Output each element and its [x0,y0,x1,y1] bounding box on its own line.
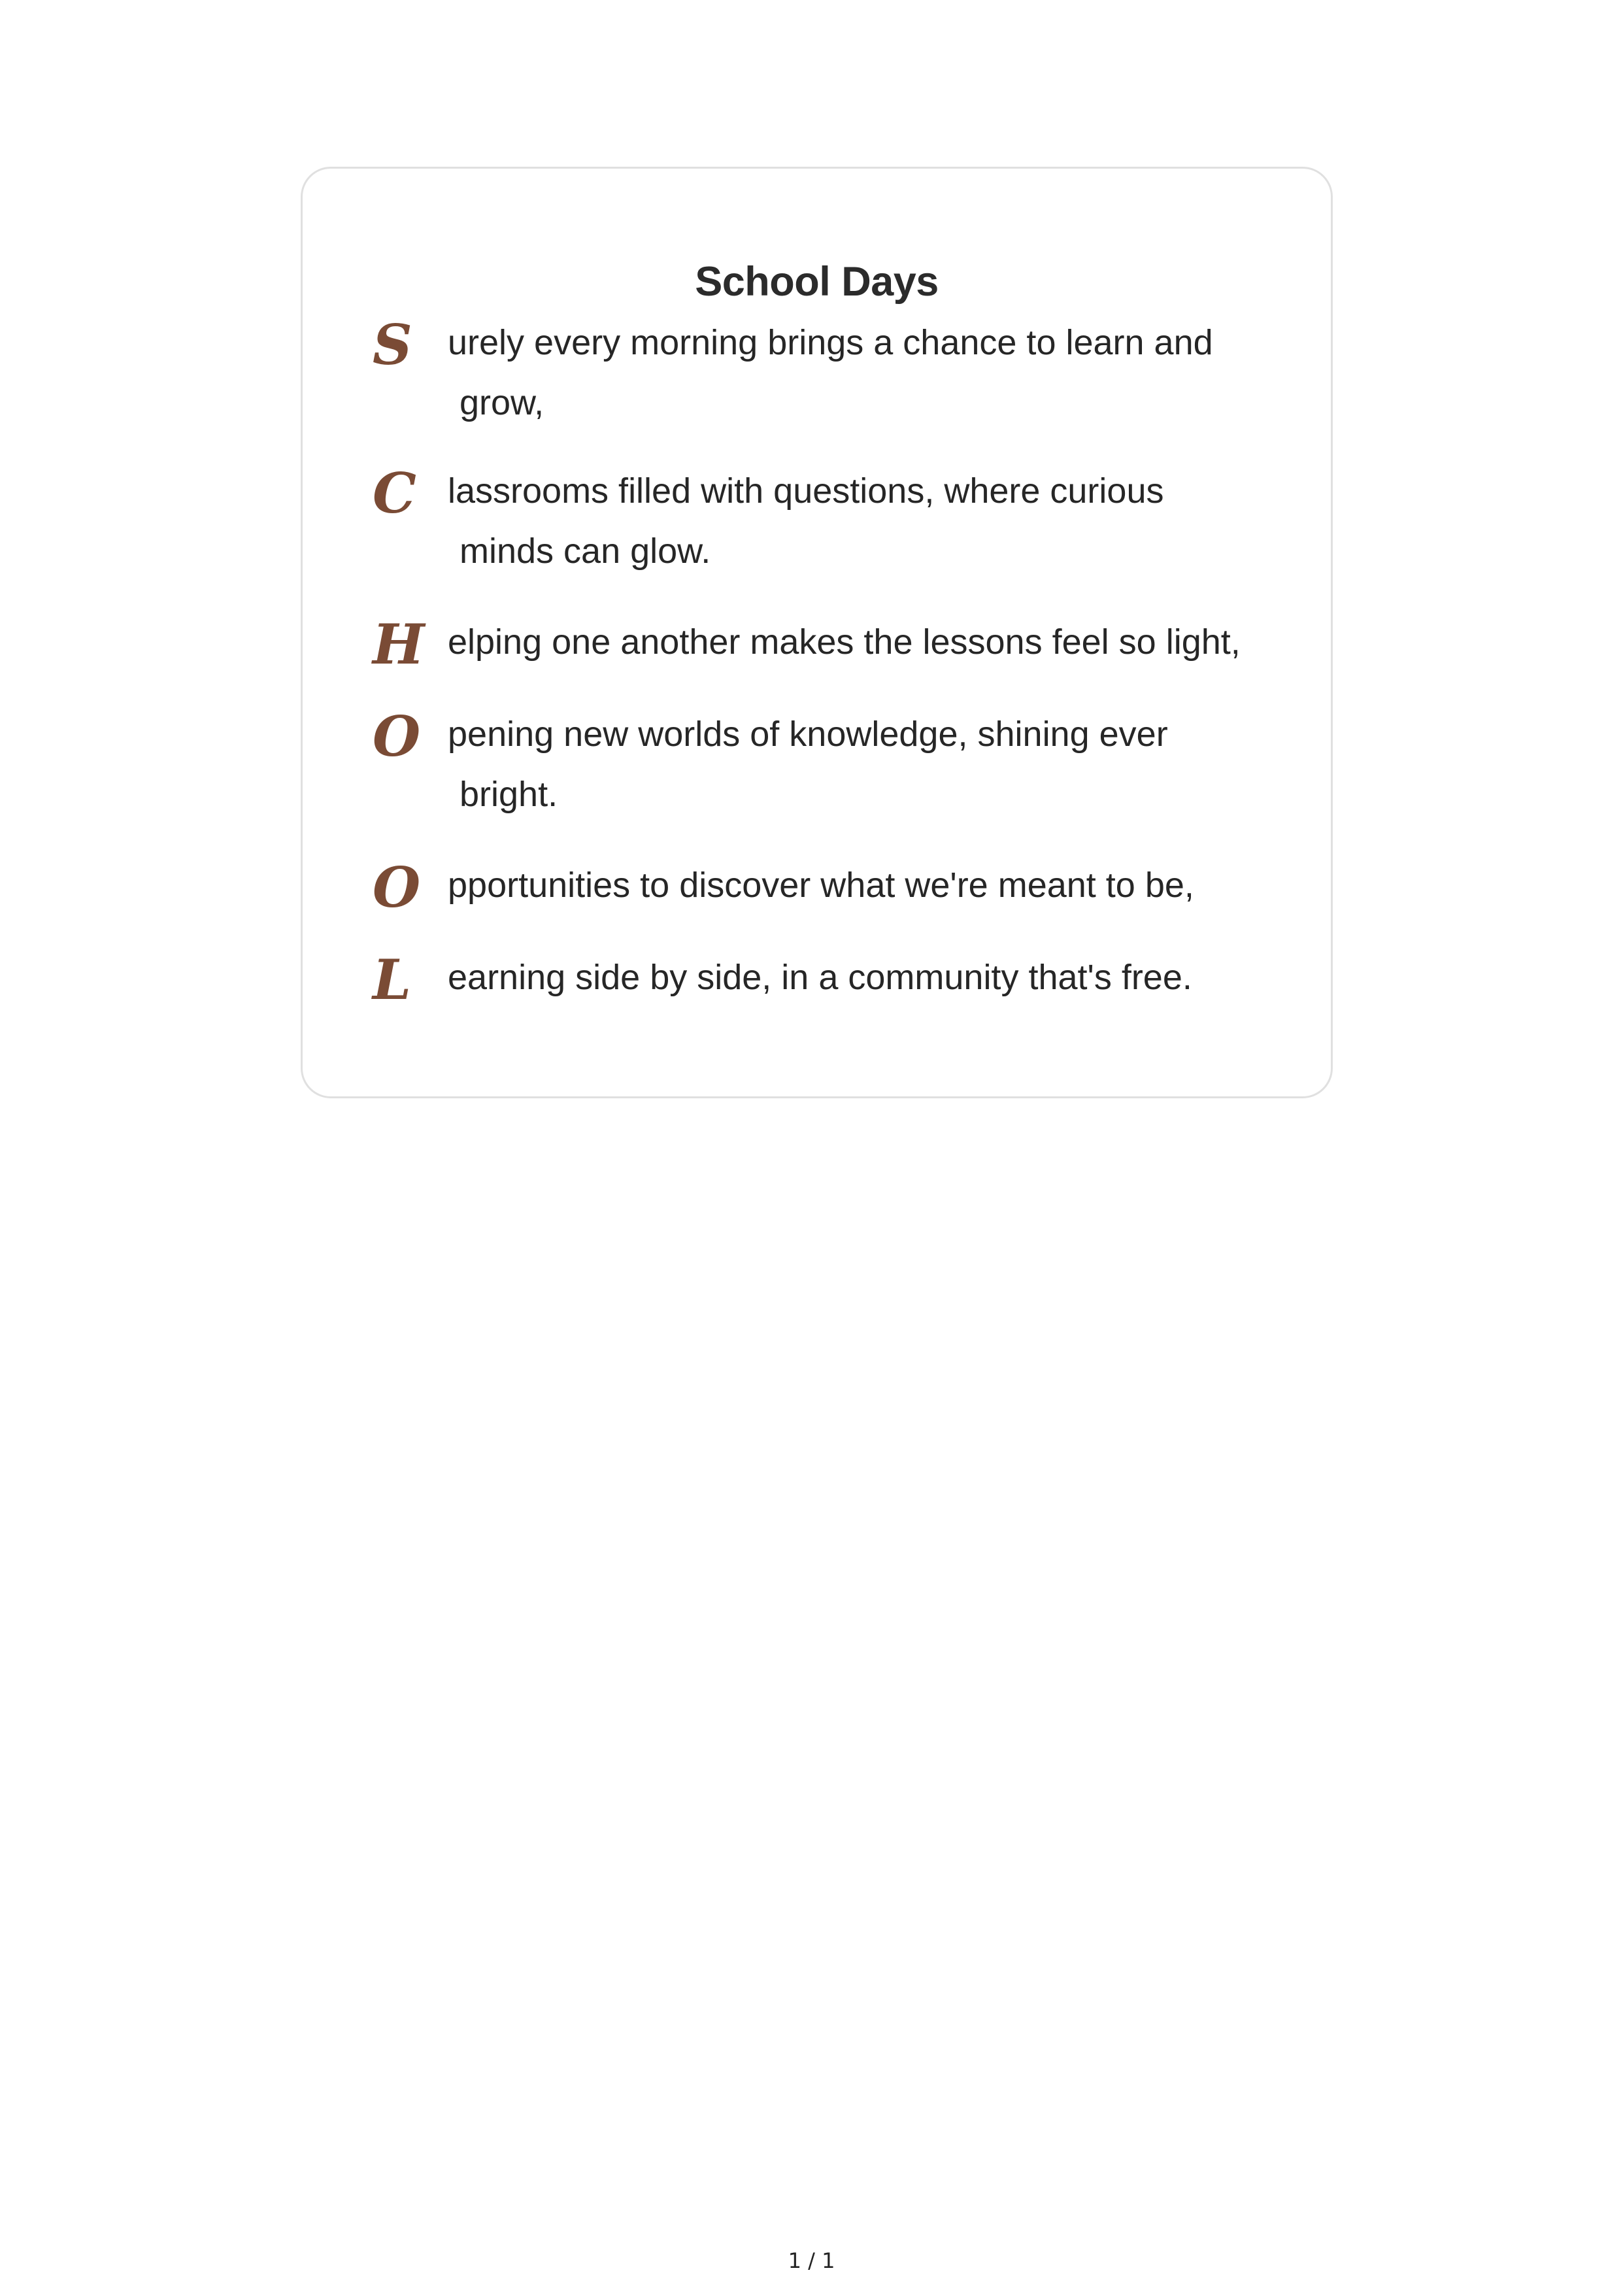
line-text-block [448,612,1297,672]
line-text: elping one another makes the lessons feel so light, [448,622,1241,662]
line-text: lassrooms filled with questions, where curious [448,471,1164,511]
line-initial: O [373,855,421,920]
line-continuation: bright. [460,775,558,814]
line-text-block [448,312,1297,433]
line-initial: H [373,612,425,677]
line-text: pening new worlds of knowledge, shining ever [448,715,1168,754]
page-indicator: 1 / 1 [788,2248,835,2273]
line-text: pportunities to discover what we're meant to be, [448,866,1194,905]
line-initial: O [373,704,421,769]
line-initial: L [373,947,412,1012]
line-text-block [448,461,1297,581]
line-text-block [448,855,1297,915]
poem-card [301,167,1333,1098]
line-initial: S [373,312,412,377]
line-continuation: minds can glow. [460,532,711,571]
line-initial: C [373,461,416,526]
line-text-block [448,947,1297,1007]
line-continuation: grow, [460,383,544,422]
line-text: urely every morning brings a chance to learn and [448,323,1213,362]
poem-title: School Days [695,259,939,305]
line-text: earning side by side, in a community that's free. [448,958,1192,997]
line-text-block [448,704,1297,824]
